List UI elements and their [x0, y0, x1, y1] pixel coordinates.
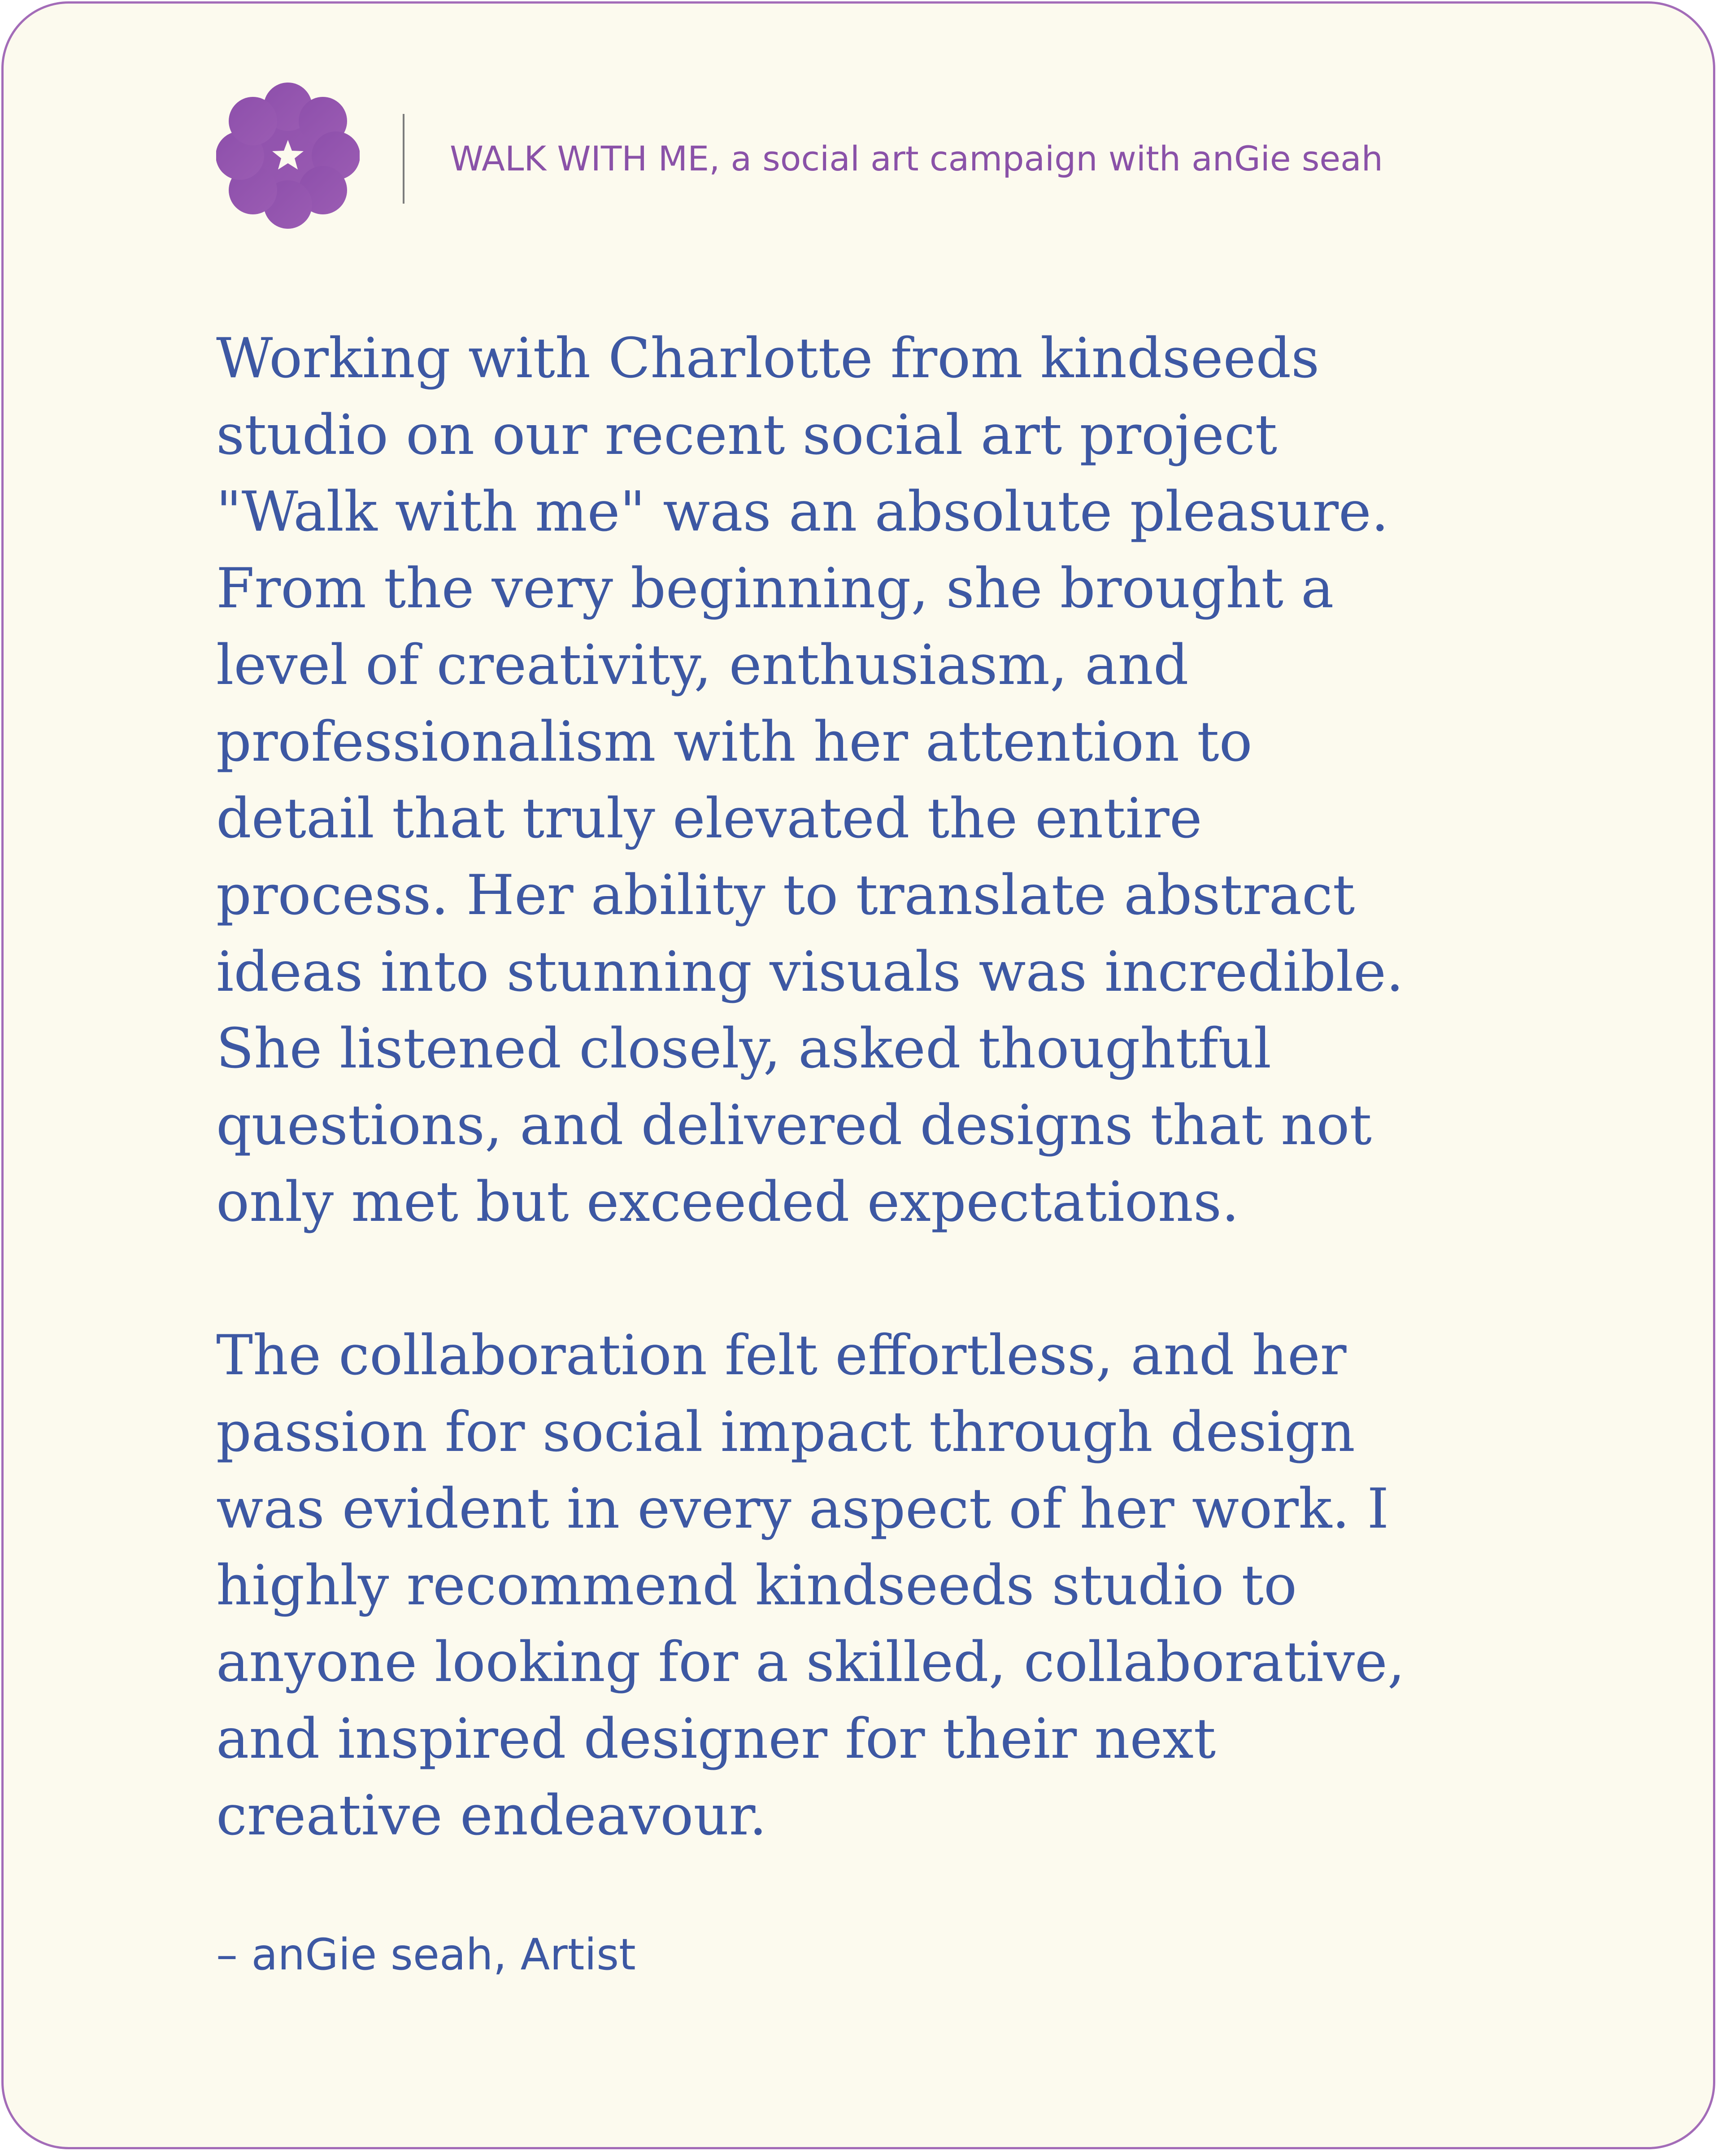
text-line: Working with Charlotte from kindseeds [216, 327, 1320, 391]
text-line: creative endeavour. [216, 1784, 767, 1848]
testimonial-body [216, 320, 1561, 1854]
testimonial-paragraph-1 [216, 320, 1561, 1241]
testimonial-paragraph-2 [216, 1317, 1561, 1854]
text-line: highly recommend kindseeds studio to [216, 1554, 1297, 1618]
text-line: The collaboration felt effortless, and her [216, 1324, 1347, 1388]
campaign-label: WALK WITH ME, a social art campaign with anGie seah [450, 139, 1383, 179]
text-line: only met but exceeded expectations. [216, 1170, 1239, 1234]
text-line: detail that truly elevated the entire [216, 787, 1202, 851]
text-line: questions, and delivered designs that not [216, 1093, 1372, 1158]
text-line: level of creativity, enthusiasm, and [216, 633, 1189, 697]
text-line: studio on our recent social art project [216, 403, 1278, 467]
flower-star-icon [216, 83, 360, 229]
testimonial-card [1, 1, 1715, 2149]
text-line: ideas into stunning visuals was incredible. [216, 940, 1404, 1004]
text-line: passion for social impact through design [216, 1400, 1355, 1464]
text-line: process. Her ability to translate abstract [216, 863, 1355, 928]
testimonial-signature: – anGie seah, Artist [216, 1930, 636, 1980]
text-line: From the very beginning, she brought a [216, 557, 1334, 621]
text-line: professionalism with her attention to [216, 710, 1252, 774]
text-line: anyone looking for a skilled, collaborative, [216, 1630, 1405, 1694]
paragraph-gap [216, 1241, 1561, 1317]
text-line: and inspired designer for their next [216, 1707, 1216, 1771]
text-line: was evident in every aspect of her work. I [216, 1477, 1389, 1541]
text-line: "Walk with me" was an absolute pleasure. [216, 480, 1389, 544]
header-divider [403, 114, 404, 204]
text-line: She listened closely, asked thoughtful [216, 1017, 1272, 1081]
